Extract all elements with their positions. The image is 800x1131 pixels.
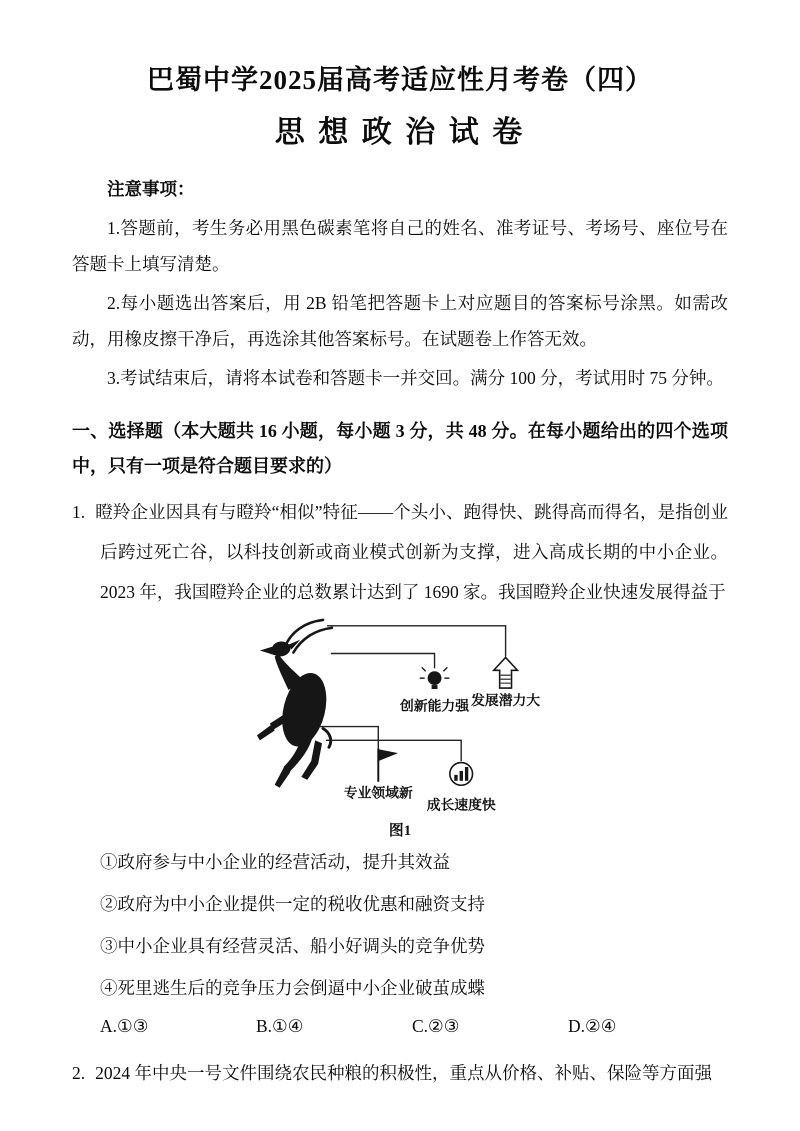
option-2: ②政府为中小企业提供一定的税收优惠和融资支持 (100, 894, 485, 914)
question-1-choices (72, 1011, 728, 1041)
option-4: ④死里逃生后的竞争压力会倒逼中小企业破茧成蝶 (100, 978, 485, 998)
exam-title: 巴蜀中学2025届高考适应性月考卷（四） (147, 65, 653, 95)
figure-caption: 图1 (388, 823, 412, 840)
gazelle-illustration (257, 620, 334, 788)
choice-d: D.②④ (568, 1016, 617, 1036)
exam-subject-title: 思 想 政 治 试 卷 (274, 116, 526, 149)
growth-chart-icon (450, 763, 473, 786)
figure-label-growth: 成长速度快 (426, 797, 496, 813)
question-2-text: 2024 年中央一号文件围绕农民种粮的积极性，重点从价格、补贴、保险等方面强 (95, 1063, 712, 1083)
figure-label-innovation: 创新能力强 (400, 698, 470, 714)
question-1-text: 瞪羚企业因具有与瞪羚“相似”特征——个头小、跑得快、跳得高而得名，是指创业后跨过死亡谷，以科技创新或商业模式创新为支撑，进入高成长期的中小企业。2023 年，我国瞪羚企业的总数累计达到了 1690 家。我国瞪羚企业快速发展得益于 (95, 502, 728, 602)
figure-label-domain: 专业领域新 (343, 785, 413, 801)
question-1-number: 1. (72, 502, 86, 522)
figure-1 (232, 616, 568, 841)
up-arrow-icon (494, 657, 518, 688)
figure-label-potential: 发展潜力大 (471, 692, 541, 708)
question-1-options (72, 841, 728, 1009)
lightbulb-icon (420, 667, 450, 689)
section-one-heading: 一、选择题（本大题共 16 小题，每小题 3 分，共 48 分。在每小题给出的四个选项中，只有一项是符合题目要求的） (72, 421, 728, 476)
notice-label: 注意事项： (107, 179, 195, 199)
option-3: ③中小企业具有经营灵活、船小好调头的竞争优势 (100, 936, 485, 956)
flag-icon (378, 748, 398, 782)
notice-item-2: 2.每小题选出答案后，用 2B 铅笔把答题卡上对应题目的答案标号涂黑。如需改动，用橡皮擦干净后，再选涂其他答案标号。在试题卷上作答无效。 (72, 293, 728, 349)
notice-section (72, 171, 728, 396)
question-2 (72, 1053, 728, 1093)
choice-c: C.②③ (412, 1016, 460, 1036)
question-2-number: 2. (72, 1063, 86, 1083)
question-1 (72, 492, 728, 612)
option-1: ①政府参与中小企业的经营活动，提升其效益 (100, 852, 450, 872)
notice-item-1: 1.答题前，考生务必用黑色碳素笔将自己的姓名、准考证号、考场号、座位号在答题卡上填写清楚。 (72, 218, 728, 274)
choice-b: B.①④ (256, 1016, 304, 1036)
notice-item-3: 3.考试结束后，请将本试卷和答题卡一并交回。满分 100 分，考试用时 75 分钟。 (107, 368, 724, 388)
choice-a: A.①③ (100, 1016, 149, 1036)
